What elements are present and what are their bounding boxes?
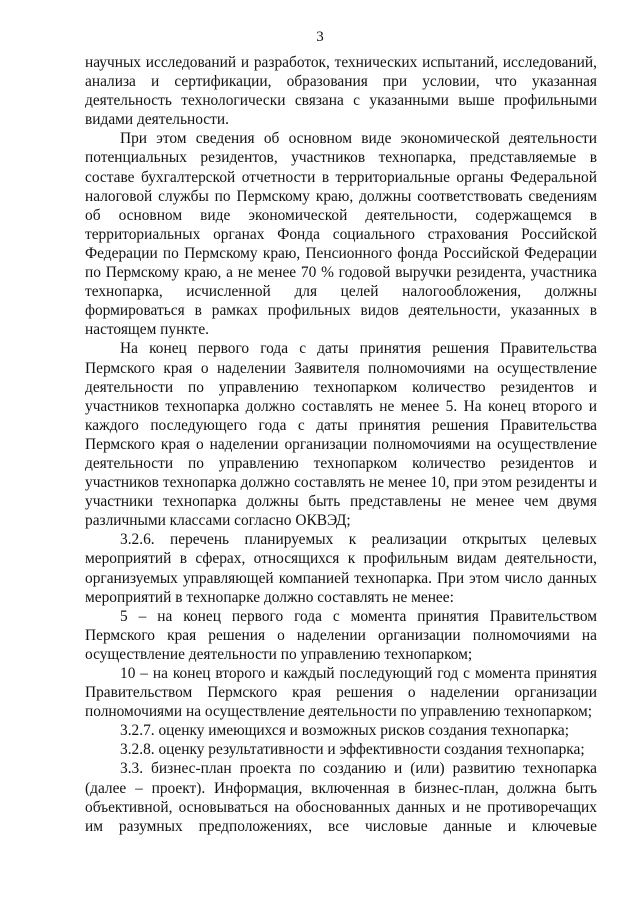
paragraph-events-second-year: 10 – на конец второго и каждый последующий год с момента принятия Правительством Пермского края решения о наделении организации полномочиями на осуществление деятельности по управлению технопарком; (85, 665, 597, 721)
paragraph-3-2-7: 3.2.7. оценку имеющихся и возможных рисков создания технопарка; (120, 722, 570, 740)
paragraph-events-first-year: 5 – на конец первого года с момента принятия Правительством Пермского края решения о наделении организации полномочиями на осуществление деятельности по управлению технопарком; (85, 607, 597, 663)
paragraph-residents-count: На конец первого года с даты принятия решения Правительства Пермского края о наделении Заявителя полномочиями на осуществление деятельности по управлению технопарком количество резидентов и участников технопарка должно составлять не менее 5. На конец второго и каждого последующего года с даты принятия решения Правительства Пермского края о наделении организации полномочиями на осуществление деятельности по управлению технопарком количество резидентов и участников технопарка должно составлять не менее 10, при этом резиденты и участники технопарка должны быть представлены не менее чем двумя различными классами согласно ОКВЭД; (85, 340, 597, 530)
paragraph-3-2-8: 3.2.8. оценку результативности и эффективности создания технопарка; (120, 741, 585, 759)
paragraph-3-2-6: 3.2.6. перечень планируемых к реализации открытых целевых мероприятий в сферах, относящихся к профильным видам деятельности, организуемых управляющей компанией технопарка. При этом число данных мероприятий в технопарке должно составлять не менее: (85, 531, 597, 606)
paragraph-continuation: научных исследований и разработок, технических испытаний, исследований, анализа и сертификации, образования при условии, что указанная деятельность технологически связана с указанными выше профильными видами деятельности. (85, 54, 597, 129)
paragraph-okved-info: При этом сведения об основном виде экономической деятельности потенциальных резидентов, участников технопарка, представляемые в составе бухгалтерской отчетности в территориальные органы Федеральной налоговой службы по Пермскому краю, должны соответствовать сведениям об основном виде экономической деятельности, содержащемся в территориальных органах Фонда социального страхования Российской Федерации по Пермскому краю, Пенсионного фонда Российской Федерации по Пермскому краю, а не менее 70 % годовой выручки резидента, участника технопарка, исчисленной для целей налогообложения, должны формироваться в рамках профильных видов деятельности, указанных в настоящем пункте. (85, 130, 597, 339)
paragraph-3-3: 3.3. бизнес-план проекта по созданию и (или) развитию технопарка (далее – проект). Информация, включенная в бизнес-план, должна быть объективной, основываться на обоснованных данных и не противоречащих им разумных предположениях, все числовые данные и ключевые (85, 760, 597, 835)
page-number: 3 (316, 29, 324, 45)
document-body (85, 53, 597, 836)
